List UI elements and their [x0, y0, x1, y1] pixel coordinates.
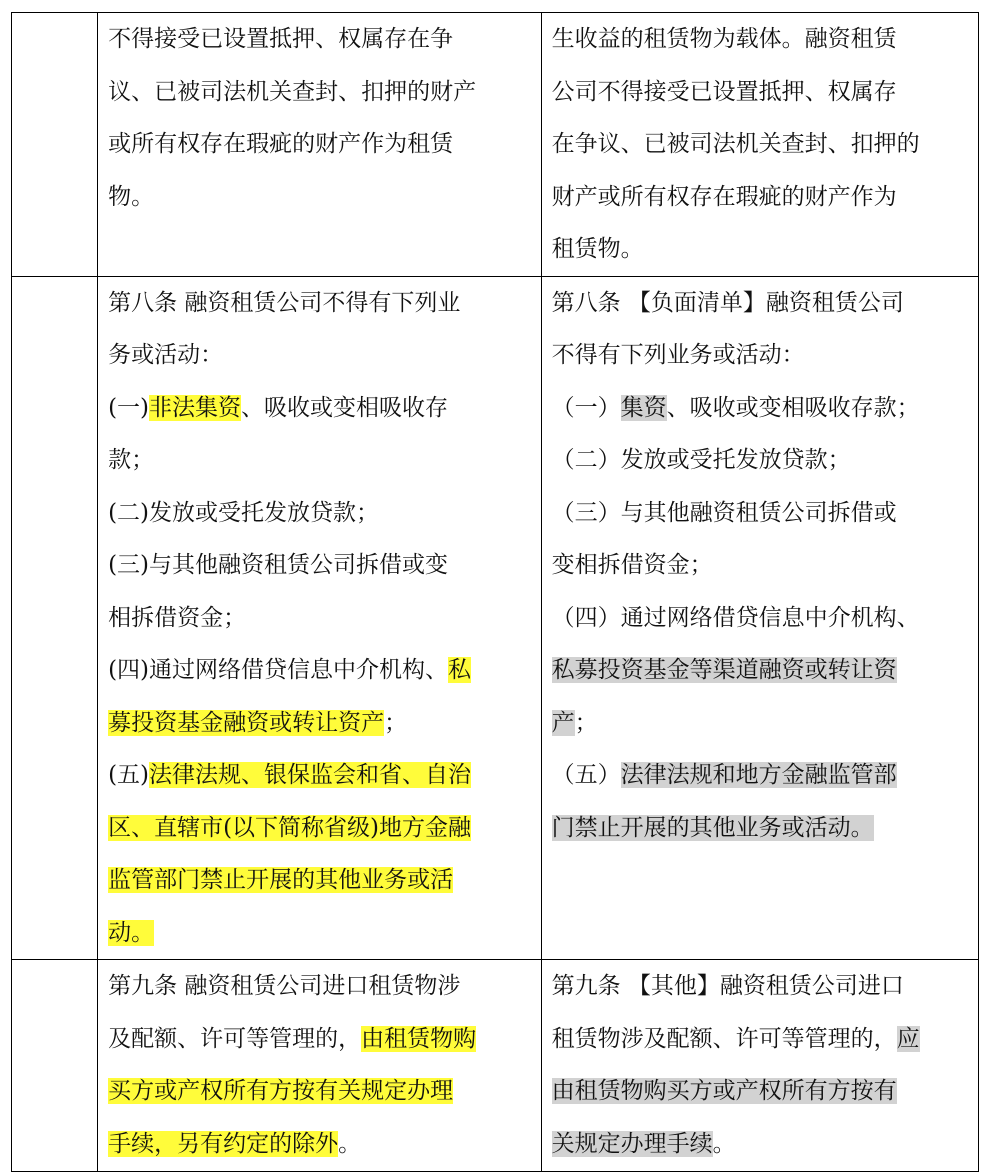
text-line: 不得接受已设置抵押、权属存在争	[108, 26, 454, 52]
text-line: 第九条 【其他】融资租赁公司进口	[551, 973, 904, 999]
text-line	[108, 749, 533, 802]
text-line	[108, 854, 533, 907]
text-line	[108, 644, 533, 697]
text-line: (二)发放或受托发放贷款；	[108, 499, 380, 526]
text-line: （三）与其他融资租赁公司拆借或	[551, 499, 897, 526]
highlighted-text: 法律法规和地方金融监管部	[620, 762, 897, 788]
highlighted-text: 非法集资	[149, 394, 242, 421]
text-line: 生收益的租赁物为载体。融资租赁	[551, 26, 897, 52]
comparison-table	[11, 12, 979, 1172]
text-segment: 。	[338, 1130, 362, 1157]
text-line: 或所有权存在瑕疵的财产作为租赁	[108, 131, 454, 157]
blank-cell	[12, 13, 98, 277]
text-line	[108, 1065, 533, 1118]
text-segment: (一)	[108, 394, 150, 421]
text-line	[108, 1118, 533, 1171]
text-segment: （五）	[551, 762, 621, 788]
text-line	[108, 802, 533, 855]
old-text-cell	[98, 276, 542, 960]
old-text-cell	[98, 13, 542, 277]
text-segment: 、吸收或变相吸收存	[241, 394, 449, 421]
text-segment: (五)	[108, 762, 150, 788]
text-segment: 。	[712, 1130, 736, 1157]
highlighted-text: 买方或产权所有方按有关规定办理	[108, 1078, 454, 1104]
text-line: （二）发放或受托发放贷款；	[551, 447, 851, 473]
highlighted-text: 由租赁物购	[361, 1025, 477, 1052]
text-segment: ；	[574, 709, 598, 736]
text-line: 在争议、已被司法机关查封、扣押的	[551, 131, 920, 157]
highlighted-text: 由租赁物购买方或产权所有方按有	[551, 1078, 897, 1104]
new-text-cell	[541, 960, 978, 1172]
highlighted-text: 应	[896, 1025, 920, 1052]
text-line: (三)与其他融资租赁公司拆借或变	[108, 552, 449, 578]
highlighted-text: 私募投资基金等渠道融资或转让资	[551, 657, 897, 683]
blank-cell	[12, 960, 98, 1172]
text-line: 公司不得接受已设置抵押、权属存	[551, 78, 897, 105]
highlighted-text: 产	[551, 709, 575, 736]
highlighted-text: 区、直辖市(以下简称省级)地方金融	[108, 814, 472, 841]
highlighted-text: 关规定办理手续	[551, 1130, 713, 1157]
new-text-cell	[541, 276, 978, 960]
text-segment: (四)通过网络借贷信息中介机构、	[108, 657, 449, 683]
old-text-cell	[98, 960, 542, 1172]
new-text-cell	[541, 13, 978, 277]
text-line	[552, 697, 970, 750]
text-line	[552, 1065, 970, 1118]
text-line: （四）通过网络借贷信息中介机构、	[551, 604, 920, 631]
text-line	[552, 644, 970, 697]
text-line: 财产或所有权存在瑕疵的财产作为	[551, 183, 897, 210]
text-line	[552, 1118, 970, 1171]
highlighted-text: 动。	[108, 919, 155, 946]
blank-cell	[12, 276, 98, 960]
text-line: 款；	[108, 447, 155, 473]
text-segment: 、吸收或变相吸收存款；	[666, 394, 920, 421]
text-line: 相拆借资金；	[108, 604, 247, 631]
text-segment: 租赁物涉及配额、许可等管理的，	[551, 1025, 897, 1052]
text-line	[552, 382, 970, 435]
text-line	[108, 697, 533, 750]
highlighted-text: 募投资基金融资或转让资产	[108, 709, 385, 736]
text-line: 务或活动：	[108, 342, 224, 368]
text-line: 租赁物。	[551, 236, 644, 262]
highlighted-text: 手续，另有约定的除外	[108, 1130, 339, 1157]
text-line: 不得有下列业务或活动：	[551, 342, 805, 368]
text-line	[552, 1013, 970, 1066]
text-segment: （一）	[551, 394, 621, 421]
table-row	[12, 13, 979, 277]
text-line: 第八条 【负面清单】融资租赁公司	[551, 289, 904, 316]
text-line	[108, 382, 533, 435]
text-segment: 及配额、许可等管理的，	[108, 1025, 362, 1052]
text-line: 第九条 融资租赁公司进口租赁物涉	[108, 973, 461, 999]
highlighted-text: 法律法规、银保监会和省、自治	[149, 762, 472, 788]
highlighted-text: 私	[448, 657, 472, 683]
table-row	[12, 960, 979, 1172]
highlighted-text: 门禁止开展的其他业务或活动。	[551, 814, 874, 841]
text-line	[552, 749, 970, 802]
table-row	[12, 276, 979, 960]
text-line	[108, 1013, 533, 1066]
highlighted-text: 集资	[620, 394, 667, 421]
text-line: 物。	[108, 183, 155, 210]
text-line	[552, 802, 970, 855]
text-segment: ；	[384, 709, 408, 736]
text-line: 第八条 融资租赁公司不得有下列业	[108, 289, 461, 316]
text-line	[108, 907, 533, 960]
text-line: 议、已被司法机关查封、扣押的财产	[108, 78, 477, 105]
highlighted-text: 监管部门禁止开展的其他业务或活	[108, 867, 454, 893]
text-line: 变相拆借资金；	[551, 552, 713, 578]
